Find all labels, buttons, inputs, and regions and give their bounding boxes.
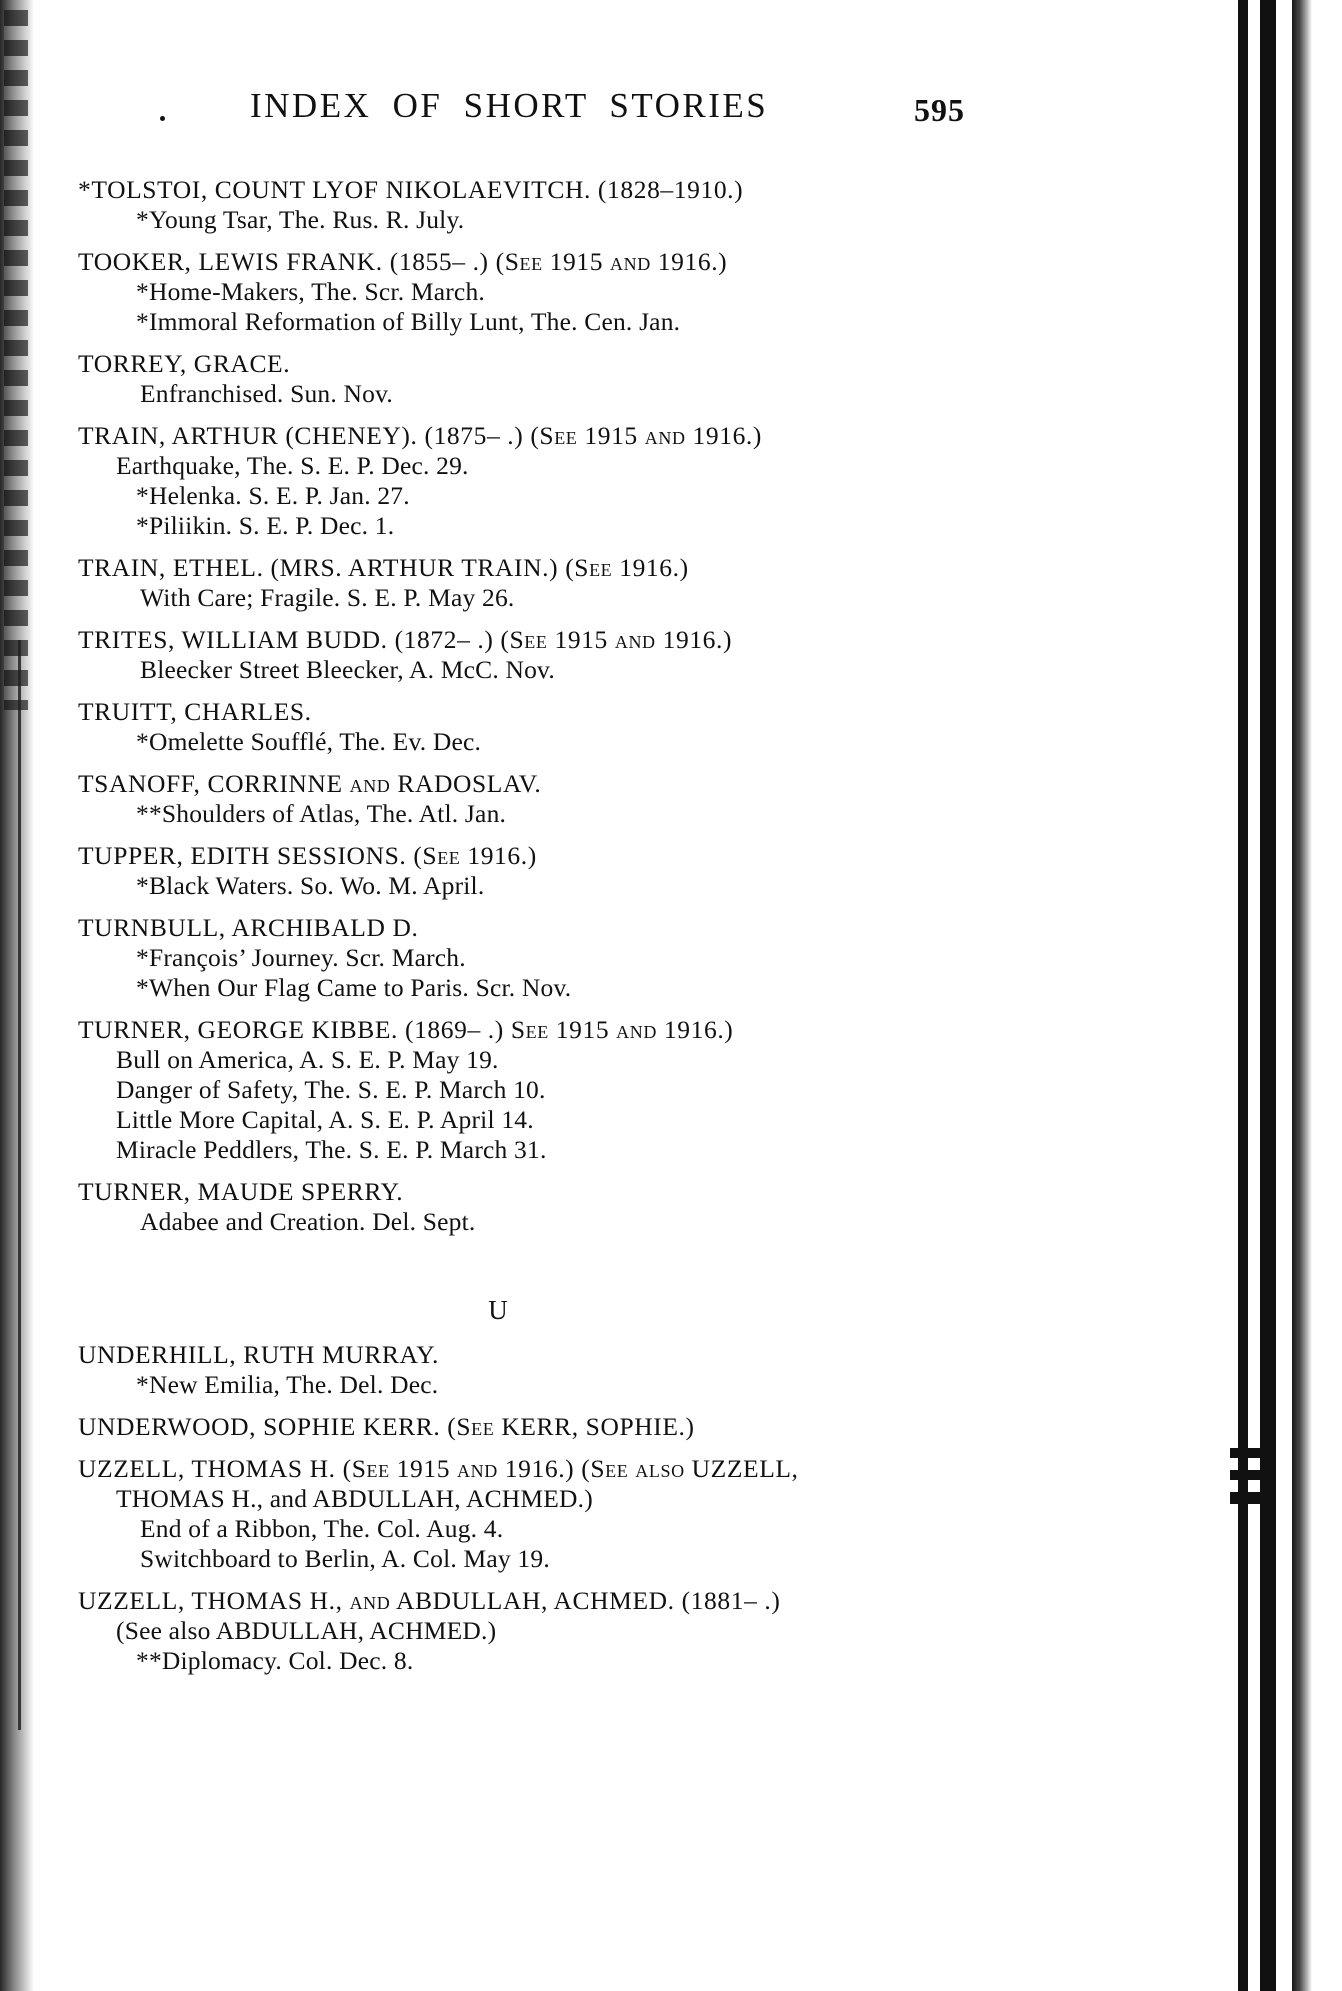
- index-entry: [78, 1177, 1168, 1237]
- index-entry-title: Bull on America, A. S. E. P. May 19.: [116, 1045, 499, 1074]
- index-entry-title: *New Emilia, The. Del. Dec.: [136, 1370, 439, 1399]
- index-entry-author: TOOKER, LEWIS FRANK. (1855– .) (See 1915 and 1916.): [78, 247, 728, 276]
- index-entry-author: *TOLSTOI, COUNT LYOF NIKOLAEVITCH. (1828–1910.): [78, 175, 744, 204]
- index-entry: [78, 913, 1168, 1003]
- scan-right-notch: [1230, 1492, 1264, 1504]
- index-entry-author: TURNER, GEORGE KIBBE. (1869– .) See 1915 and 1916.): [78, 1015, 734, 1044]
- index-entry-title: THOMAS H., and ABDULLAH, ACHMED.): [116, 1484, 593, 1513]
- scan-left-edge-shadow: [0, 0, 34, 1991]
- index-entry-author: TRUITT, CHARLES.: [78, 697, 312, 726]
- index-entry: [78, 1586, 1168, 1676]
- index-entry-title: *Home-Makers, The. Scr. March.: [136, 277, 485, 306]
- index-entry-title: Danger of Safety, The. S. E. P. March 10.: [116, 1075, 546, 1104]
- index-entry-title: Little More Capital, A. S. E. P. April 14.: [116, 1105, 534, 1134]
- index-entry-author: TORREY, GRACE.: [78, 349, 291, 378]
- section-letter-heading: U: [488, 1295, 508, 1325]
- index-entry-title: *Black Waters. So. Wo. M. April.: [136, 871, 485, 900]
- index-entry-author: TRAIN, ETHEL. (MRS. ARTHUR TRAIN.) (See 1916.): [78, 553, 689, 582]
- index-entry-title: *Young Tsar, The. Rus. R. July.: [136, 205, 465, 234]
- index-entry: [78, 421, 1168, 541]
- index-entry-title: *Helenka. S. E. P. Jan. 27.: [136, 481, 410, 510]
- index-entry-author: TRAIN, ARTHUR (CHENEY). (1875– .) (See 1915 and 1916.): [78, 421, 762, 450]
- index-entry-title: *Piliikin. S. E. P. Dec. 1.: [136, 511, 395, 540]
- index-entry-author: TUPPER, EDITH SESSIONS. (See 1916.): [78, 841, 537, 870]
- index-entry: [78, 697, 1168, 757]
- header-dot-mark: [160, 116, 165, 121]
- scan-left-edge-rule: [18, 640, 21, 1730]
- index-entries: [78, 175, 1168, 1688]
- entry-group-t: [78, 175, 1168, 1237]
- index-entry-author: TURNER, MAUDE SPERRY.: [78, 1177, 404, 1206]
- index-entry-author: UNDERWOOD, SOPHIE KERR. (See KERR, SOPHIE.): [78, 1412, 695, 1441]
- index-entry-author: UZZELL, THOMAS H. (See 1915 and 1916.) (See also UZZELL,: [78, 1454, 799, 1483]
- index-entry: [78, 769, 1168, 829]
- index-entry-title: *Immoral Reformation of Billy Lunt, The. Cen. Jan.: [136, 307, 681, 336]
- index-entry: [78, 553, 1168, 613]
- index-entry: [78, 1412, 1168, 1442]
- index-entry-title: Miracle Peddlers, The. S. E. P. March 31.: [116, 1135, 547, 1164]
- index-entry: [78, 1340, 1168, 1400]
- scan-right-gradient: [1292, 0, 1312, 1991]
- index-entry-title: (See also ABDULLAH, ACHMED.): [116, 1616, 497, 1645]
- page-number: 595: [914, 92, 965, 128]
- index-entry-title: Bleecker Street Bleecker, A. McC. Nov.: [140, 655, 555, 684]
- page-title: INDEX OF SHORT STORIES: [250, 86, 769, 125]
- index-entry: [78, 625, 1168, 685]
- index-entry-title: Enfranchised. Sun. Nov.: [140, 379, 393, 408]
- index-entry-title: Adabee and Creation. Del. Sept.: [140, 1207, 476, 1236]
- index-entry: [78, 349, 1168, 409]
- index-entry-title: **Diplomacy. Col. Dec. 8.: [136, 1646, 414, 1675]
- index-entry-title: End of a Ribbon, The. Col. Aug. 4.: [140, 1514, 504, 1543]
- index-entry: [78, 1015, 1168, 1165]
- page-header: [70, 86, 1130, 140]
- index-entry-title: *Omelette Soufflé, The. Ev. Dec.: [136, 727, 482, 756]
- scan-right-bar-inner: [1260, 0, 1276, 1991]
- scan-left-edge-speckle: [4, 10, 28, 710]
- index-entry-title: Switchboard to Berlin, A. Col. May 19.: [140, 1544, 550, 1573]
- index-entry-author: UZZELL, THOMAS H., and ABDULLAH, ACHMED. (1881– .): [78, 1586, 781, 1615]
- index-entry-title: Earthquake, The. S. E. P. Dec. 29.: [116, 451, 469, 480]
- index-entry-title: *François’ Journey. Scr. March.: [136, 943, 466, 972]
- index-entry: [78, 1454, 1168, 1574]
- index-entry-author: UNDERHILL, RUTH MURRAY.: [78, 1340, 439, 1369]
- scan-right-notch: [1230, 1448, 1264, 1458]
- scan-right-notch: [1230, 1470, 1264, 1480]
- index-entry: [78, 247, 1168, 337]
- scan-right-bar-outer: [1238, 0, 1248, 1991]
- index-entry-author: TRITES, WILLIAM BUDD. (1872– .) (See 1915 and 1916.): [78, 625, 733, 654]
- index-entry-title: *When Our Flag Came to Paris. Scr. Nov.: [136, 973, 572, 1002]
- index-entry: [78, 841, 1168, 901]
- entry-group-u: [78, 1340, 1168, 1676]
- index-entry-title: **Shoulders of Atlas, The. Atl. Jan.: [136, 799, 507, 828]
- index-entry-author: TURNBULL, ARCHIBALD D.: [78, 913, 419, 942]
- index-entry-title: With Care; Fragile. S. E. P. May 26.: [140, 583, 515, 612]
- index-entry-author: TSANOFF, CORRINNE and RADOSLAV.: [78, 769, 542, 798]
- index-entry: [78, 175, 1168, 235]
